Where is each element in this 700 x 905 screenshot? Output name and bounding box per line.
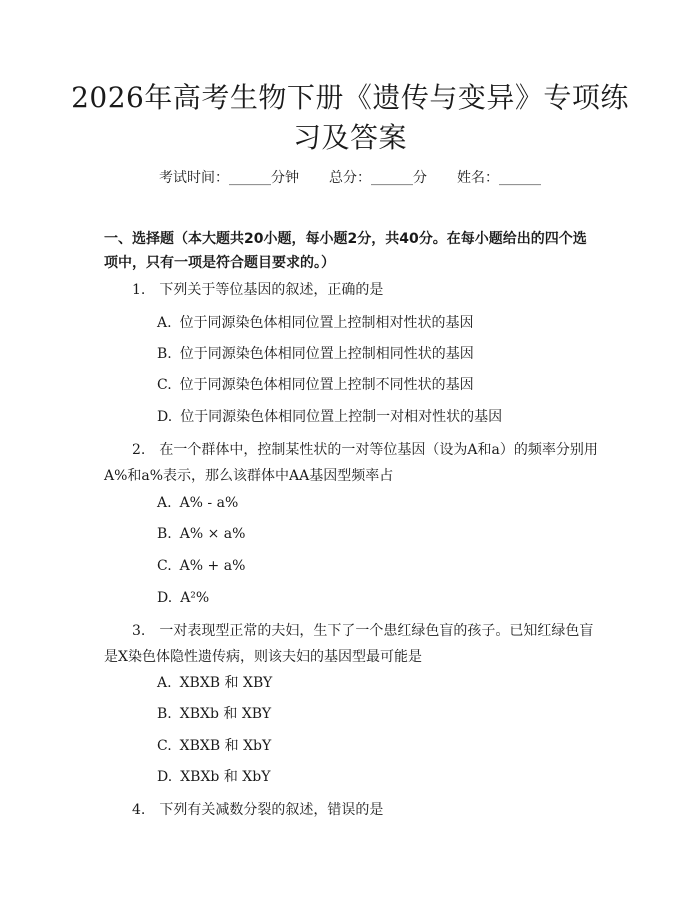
question-1 bbox=[104, 277, 600, 303]
question-number: 2. bbox=[132, 442, 146, 458]
option-letter: C. bbox=[157, 558, 172, 574]
question-number: 3. bbox=[132, 623, 146, 639]
option-1d bbox=[157, 405, 502, 429]
option-letter: B. bbox=[157, 706, 172, 722]
option-3b bbox=[157, 702, 271, 726]
option-3c bbox=[157, 734, 271, 758]
option-letter: D. bbox=[157, 769, 173, 785]
section-heading: 一、选择题（本大题共20小题，每小题2分，共40分。在每小题给出的四个选项中，只有一项是符合题目要求的。） bbox=[104, 231, 587, 271]
question-number: 4. bbox=[132, 802, 146, 818]
question-3 bbox=[104, 618, 600, 670]
name-label: 姓名：______ bbox=[457, 170, 541, 186]
option-text: XBXb 和 XBY bbox=[179, 706, 272, 722]
option-text: XBXB 和 XbY bbox=[179, 738, 272, 754]
option-letter: A. bbox=[157, 315, 172, 331]
exam-info-line bbox=[0, 166, 700, 190]
option-letter: A. bbox=[157, 495, 172, 511]
total-score-label: 总分：______分 bbox=[329, 170, 427, 186]
option-3d bbox=[157, 765, 270, 789]
option-text: 位于同源染色体相同位置上控制相同性状的基因 bbox=[179, 346, 474, 362]
question-number: 1. bbox=[132, 282, 146, 298]
option-letter: C. bbox=[157, 377, 172, 393]
question-text: 一对表现型正常的夫妇，生下了一个患红绿色盲的孩子。已知红绿色盲是X染色体隐性遗传病，则该夫妇的基因型最可能是 bbox=[104, 623, 594, 665]
option-text: XBXB 和 XBY bbox=[179, 675, 273, 691]
option-text: A% × a% bbox=[179, 526, 246, 542]
option-1c bbox=[157, 373, 474, 397]
exam-time-label: 考试时间：______分钟 bbox=[159, 170, 299, 186]
option-2b bbox=[157, 522, 245, 546]
option-3a bbox=[157, 671, 272, 695]
document-title: 2026年高考生物下册《遗传与变异》专项练习及答案 bbox=[71, 81, 629, 154]
option-1b bbox=[157, 342, 474, 366]
option-text: 位于同源染色体相同位置上控制一对相对性状的基因 bbox=[180, 409, 503, 425]
option-letter: C. bbox=[157, 738, 172, 754]
option-letter: D. bbox=[157, 590, 173, 606]
option-letter: B. bbox=[157, 526, 172, 542]
option-2c bbox=[157, 554, 245, 578]
question-4 bbox=[104, 797, 600, 823]
option-text: XBXb 和 XbY bbox=[180, 769, 271, 785]
option-1a bbox=[157, 311, 474, 335]
option-text: 位于同源染色体相同位置上控制不同性状的基因 bbox=[179, 377, 474, 393]
question-2 bbox=[104, 437, 600, 489]
question-text: 下列关于等位基因的叙述，正确的是 bbox=[159, 282, 384, 298]
option-2d bbox=[157, 586, 209, 610]
option-letter: D. bbox=[157, 409, 173, 425]
option-letter: B. bbox=[157, 346, 172, 362]
option-text: 位于同源染色体相同位置上控制相对性状的基因 bbox=[179, 315, 474, 331]
option-2a bbox=[157, 491, 238, 515]
option-text: A²% bbox=[180, 590, 210, 606]
question-text: 下列有关减数分裂的叙述，错误的是 bbox=[159, 802, 384, 818]
option-text: A% - a% bbox=[179, 495, 239, 511]
option-letter: A. bbox=[157, 675, 172, 691]
option-text: A% + a% bbox=[179, 558, 246, 574]
question-text: 在一个群体中，控制某性状的一对等位基因（设为A和a）的频率分别用A%和a%表示，那么该群体中AA基因型频率占 bbox=[104, 442, 598, 484]
